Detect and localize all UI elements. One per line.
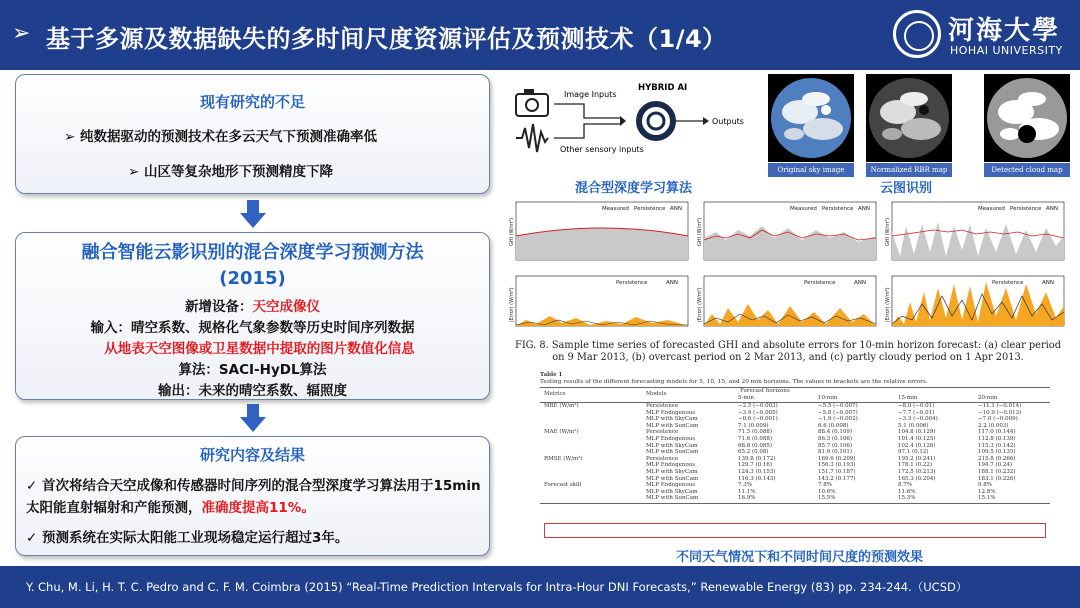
table-cell: 169.6 (0.209) <box>818 455 856 462</box>
table-row <box>540 429 1050 436</box>
hybrid-ai-label: HYBRID AI <box>638 83 688 93</box>
table-cell: 15.1% <box>978 495 996 502</box>
result-item: ✓ 预测系统在实际太阳能工业现场稳定运行超过3年。 <box>26 530 349 546</box>
table-cell: −7.7 (−0.01) <box>898 409 935 416</box>
normalized-rbr-map <box>866 74 952 162</box>
table-cell: RMSE (W/m²) <box>544 455 583 462</box>
table-cell: 156.3 (0.193) <box>818 462 856 469</box>
table-cell: Forecast skill <box>544 482 582 489</box>
table-cell: MLP Endogenous <box>646 482 696 489</box>
table-cell: 11.1% <box>738 488 756 495</box>
gap-item: ➢ 山区等复杂地形下预测精度下降 <box>128 164 334 180</box>
table-cell: 102.4 (0.126) <box>898 442 936 449</box>
table-header: 15-min <box>898 395 918 401</box>
result-item <box>26 475 481 519</box>
legend-ann: ANN <box>854 280 866 286</box>
table-header: Models <box>646 391 667 397</box>
table-cell: 16.9% <box>738 495 756 502</box>
legend-persistence: Persistence <box>804 280 836 286</box>
citation-text: Y. Chu, M. Li, H. T. C. Pedro and C. F. M. Coimbra (2015) “Real-Time Prediction Intervals for Intra-Hour DNI Forecasts,” Renewable Energy (83) pp. 234-244.（UCSD） <box>26 580 968 594</box>
legend-persistence: Persistence <box>616 280 648 286</box>
legend-ann: ANN <box>670 206 682 212</box>
ylabel-error: |Error| (W/m²) <box>509 287 515 322</box>
table-cell: 5.1 (0.006) <box>898 422 929 429</box>
ylabel-error: |Error| (W/m²) <box>885 287 891 322</box>
table-cell: 178.1 (0.22) <box>898 462 933 469</box>
table-cell: −1.9 (−0.002) <box>818 416 858 423</box>
table-cell: 124.3 (0.153) <box>738 468 776 475</box>
highlight-box <box>544 523 1046 538</box>
table-cell: −8.0 (−0.01) <box>898 403 935 409</box>
table-cell: −0.6 (−0.001) <box>738 416 778 423</box>
table-cell: −5.8 (−0.007) <box>818 409 858 416</box>
table-cell: 81.9 (0.101) <box>818 449 853 456</box>
other-inputs-label: Other sensory inputs <box>560 145 644 154</box>
table-caption: 不同天气情况下和不同时间尺度的预测效果 <box>676 550 924 565</box>
down-arrow-icon <box>240 404 266 432</box>
legend-ann: ANN <box>666 280 678 286</box>
method-line-output: 输出：未来的晴空系数、辐照度 <box>158 383 347 399</box>
table-cell: 115.3 (0.142) <box>978 442 1016 449</box>
figure-caption: FIG. 8. Sample time series of forecasted GHI and absolute errors for 10-min horizon forecast: (a) clear period on 9 Mar 2013, (b) overcast period on 2 Mar 2013, and (c) partly cloudy period on 1 Apr 2013. <box>515 340 1061 363</box>
research-gaps-title: 现有研究的不足 <box>199 93 305 111</box>
slide-footer <box>0 566 1080 608</box>
slide-header <box>0 0 1080 70</box>
table-cell: 139.8 (0.172) <box>738 455 776 462</box>
table-cell: MLP with SkyCam <box>646 488 698 495</box>
outputs-label: Outputs <box>712 117 744 126</box>
table-row <box>540 403 1050 410</box>
table-cell: 151.7 (0.187) <box>818 468 856 475</box>
hybrid-ai-diagram <box>510 72 748 172</box>
table-cell: 117.0 (0.144) <box>978 429 1016 436</box>
legend-persistence: Persistence <box>822 206 854 212</box>
table-cell: Persistence <box>646 403 679 409</box>
table-cell: −3.9 (−0.005) <box>738 409 778 416</box>
table-cell: MAE (W/m²) <box>544 429 579 436</box>
table-cell: 86.3 (0.106) <box>818 435 853 442</box>
table-cell: 8.7% <box>898 482 912 489</box>
table-row <box>540 449 1050 456</box>
table-cell: 109.5 (0.135) <box>978 449 1016 456</box>
table-cell: MLP with SkyCam <box>646 442 698 449</box>
method-line-image-info: 从地表天空图像或卫星数据中提取的图片数值化信息 <box>104 341 415 357</box>
table-cell: 7.3% <box>738 482 752 489</box>
table-cell: 65.2 (0.08) <box>738 449 769 456</box>
table-cell: 6.6 (0.008) <box>818 422 849 429</box>
legend-measured: Measured <box>978 206 1005 212</box>
university-seal-icon <box>893 10 941 58</box>
table-header: 20-min <box>978 395 998 401</box>
table-cell: 172.5 (0.213) <box>898 468 936 475</box>
table-cell: 68.8 (0.085) <box>738 442 773 449</box>
detected-cloud-map <box>984 74 1070 162</box>
sky-image-label: Detected cloud map <box>984 163 1070 177</box>
sky-image-label: Normalized RBR map <box>866 163 952 177</box>
sky-image-label: Original sky image <box>768 163 854 177</box>
ylabel-ghi: GHI (W/m²) <box>697 217 703 246</box>
plot-panel-b <box>704 202 876 326</box>
table-cell: 7.8% <box>818 482 832 489</box>
table-cell: MLP Endogenous <box>646 462 696 469</box>
method-title <box>16 240 489 292</box>
table-description: Testing results of the different forecasting models for 5, 10, 15, and 20 min horizons. The values in brackets are the relative errors. <box>540 379 928 385</box>
ai-ring-icon <box>639 104 673 138</box>
table-cell: 7.1 (0.009) <box>738 422 769 429</box>
method-year: (2015) <box>219 268 286 289</box>
ylabel-ghi: GHI (W/m²) <box>509 217 515 246</box>
table-cell: −2.5 (−0.003) <box>738 403 778 409</box>
table-row <box>540 482 1050 489</box>
table-row <box>540 476 1050 483</box>
plot-panel-c <box>892 202 1064 326</box>
table-cell: 10.6% <box>818 488 836 495</box>
results-title: 研究内容及结果 <box>199 446 305 464</box>
image-inputs-label: Image Inputs <box>564 90 617 99</box>
table-row <box>540 489 1050 496</box>
table-cell: MLP Endogenous <box>646 409 696 416</box>
university-logo-english: HOHAI UNIVERSITY <box>950 44 1063 57</box>
table-cell: MLP Endogenous <box>646 435 696 442</box>
method-title-text: 融合智能云影识别的混合深度学习预测方法 <box>81 242 424 263</box>
legend-persistence: Persistence <box>992 280 1024 286</box>
table-cell: 71.6 (0.088) <box>738 435 773 442</box>
table-header: 5-min <box>738 395 754 401</box>
table-cell: 165.3 (0.204) <box>898 475 936 482</box>
table-header: Metrics <box>544 391 566 397</box>
table-cell: 85.7 (0.106) <box>818 442 853 449</box>
table-cell: 88.4 (0.109) <box>818 429 853 436</box>
table-header: 10-min <box>818 395 838 401</box>
method-line-device <box>16 295 489 315</box>
legend-measured: Measured <box>602 206 629 212</box>
table-cell: 15.5% <box>818 495 836 502</box>
table-row <box>540 423 1050 430</box>
down-arrow-icon <box>240 200 266 228</box>
slide-title: 基于多源及数据缺失的多时间尺度资源评估及预测技术（1/4） <box>46 25 727 53</box>
device-value: 天空成像仪 <box>252 299 320 315</box>
table-cell: MLP with SkyCam <box>646 468 698 475</box>
table-cell: 12.8% <box>978 488 996 495</box>
legend-persistence: Persistence <box>1010 206 1042 212</box>
table-cell: 97.1 (0.12) <box>898 449 929 456</box>
gap-item: ➢ 纯数据驱动的预测技术在多云天气下预测准确率低 <box>64 129 378 145</box>
table-cell: Persistence <box>646 429 679 436</box>
table-cell: MLP with SkyCam <box>646 416 698 423</box>
table-cell: −10.9 (−0.013) <box>978 409 1022 416</box>
legend-persistence: Persistence <box>634 206 666 212</box>
table-cell: 15.3% <box>898 495 916 502</box>
table-row <box>540 410 1050 417</box>
table-title: Table 1 <box>540 372 563 378</box>
table-cell: 188.1 (0.232) <box>978 468 1016 475</box>
table-cell: 11.6% <box>898 488 916 495</box>
method-line-algorithm: 算法：SACI-HyDL算法 <box>178 362 327 378</box>
results-table <box>540 372 1050 504</box>
table-cell: 183.1 (0.226) <box>978 475 1016 482</box>
table-cell: 101.4 (0.125) <box>898 435 936 442</box>
table-row <box>540 456 1050 463</box>
table-cell: MLP with SunCam <box>646 422 699 429</box>
table-cell: MBE (W/m²) <box>544 403 579 409</box>
table-row <box>540 469 1050 476</box>
plot-panel-a <box>516 202 688 326</box>
ylabel-error: |Error| (W/m²) <box>697 287 703 322</box>
table-cell: −3.3 (−0.004) <box>898 416 938 423</box>
research-gaps-box <box>15 74 490 194</box>
table-cell: MLP with SunCam <box>646 475 699 482</box>
table-row <box>540 443 1050 450</box>
table-cell: Persistence <box>646 455 679 462</box>
hybrid-caption: 混合型深度学习算法 <box>575 181 693 196</box>
legend-measured: Measured <box>790 206 817 212</box>
university-logo-text: 河海大學 <box>948 16 1061 46</box>
result-item-text: ✓ 首次将结合天空成像和传感器时间序列的混合型深度学习算法用于15min太阳能直射辐射和产能预测， <box>26 478 481 516</box>
table-cell: 195.2 (0.241) <box>898 455 936 462</box>
result-highlight: 准确度提高11%。 <box>201 500 315 516</box>
original-sky-image <box>768 74 854 162</box>
method-box <box>15 232 490 400</box>
table-header-row <box>540 388 1050 395</box>
device-label: 新增设备： <box>185 299 253 315</box>
table-header-row <box>540 395 1050 402</box>
table-cell: 112.8 (0.139) <box>978 435 1016 442</box>
arrow-bullet-icon: ➢ <box>12 21 31 46</box>
table-cell: 143.2 (0.177) <box>818 475 856 482</box>
table-cell: −11.1 (−0.014) <box>978 403 1022 409</box>
table-cell: 9.8% <box>978 482 992 489</box>
table-header: Forecast horizons <box>740 388 790 394</box>
waveform-icon <box>516 124 548 152</box>
table-cell: 215.8 (0.266) <box>978 455 1016 462</box>
table-cell: 129.7 (0.16) <box>738 462 773 469</box>
legend-ann: ANN <box>1042 280 1054 286</box>
method-line-input: 输入：晴空系数、规格化气象参数等历史时间序列数据 <box>90 320 415 336</box>
table-cell: −7.0 (−0.009) <box>978 416 1018 423</box>
table-cell: 2.2 (0.003) <box>978 422 1009 429</box>
cloud-caption: 云图识别 <box>880 181 933 196</box>
table-cell: 71.5 (0.088) <box>738 429 773 436</box>
table-cell: MLP with SunCam <box>646 495 699 502</box>
table-row <box>540 495 1050 502</box>
table-cell: 104.8 (0.129) <box>898 429 936 436</box>
table-body <box>540 403 1050 502</box>
table-cell: MLP with SunCam <box>646 449 699 456</box>
table-row <box>540 416 1050 423</box>
table-cell: 116.3 (0.143) <box>738 475 776 482</box>
camera-icon <box>516 89 548 116</box>
legend-ann: ANN <box>1046 206 1058 212</box>
results-box <box>15 436 490 556</box>
table-row <box>540 436 1050 443</box>
legend-ann: ANN <box>858 206 870 212</box>
forecast-time-series-plots <box>506 196 1068 336</box>
ylabel-ghi: GHI (W/m²) <box>885 217 891 246</box>
table-cell: 194.7 (0.24) <box>978 462 1013 469</box>
table-row <box>540 462 1050 469</box>
table-cell: −5.5 (−0.007) <box>818 403 858 409</box>
